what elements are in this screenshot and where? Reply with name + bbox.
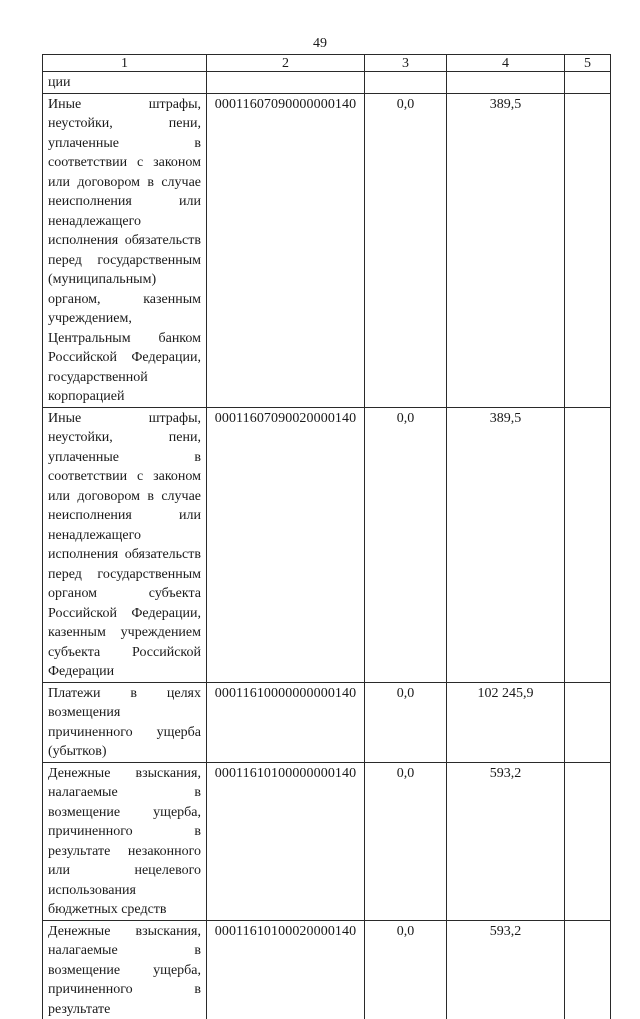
row-code: 00011610100020000140 bbox=[207, 920, 365, 1019]
row-col5 bbox=[565, 920, 611, 1019]
table-row bbox=[43, 682, 611, 762]
row-name-text: Денежные взыскания, налагаемые в возмещение ущерба, причиненного в результате bbox=[48, 923, 201, 1017]
row-col3: 0,0 bbox=[365, 920, 447, 1019]
row-col3: 0,0 bbox=[365, 682, 447, 762]
table-row bbox=[43, 920, 611, 1019]
row-code: 00011607090000000140 bbox=[207, 93, 365, 407]
column-header-2: 2 bbox=[207, 55, 365, 72]
row-col3: 0,0 bbox=[365, 407, 447, 682]
row-col4: 593,2 bbox=[447, 920, 565, 1019]
row-code: 00011610000000000140 bbox=[207, 682, 365, 762]
row-name-text: Платежи в целях возмещения причиненного ущерба (убытков) bbox=[48, 685, 201, 759]
row-col4: 593,2 bbox=[447, 762, 565, 920]
row-name-text: Иные штрафы, неустойки, пени, уплаченные в соответствии с законом или договором в случае неисполнения или ненадлежащего исполнения обязательств перед государственным (муниципальным) органом, казенным учреждением, Центральным банком Российской Федерации, государственной корпорацией bbox=[48, 96, 201, 404]
row-col5 bbox=[565, 682, 611, 762]
row-col3 bbox=[365, 72, 447, 94]
row-name bbox=[43, 762, 207, 920]
table-row bbox=[43, 762, 611, 920]
table-row bbox=[43, 407, 611, 682]
row-col5 bbox=[565, 407, 611, 682]
budget-revenue-table bbox=[42, 54, 611, 1019]
row-code: 00011607090020000140 bbox=[207, 407, 365, 682]
row-col4: 389,5 bbox=[447, 407, 565, 682]
row-code: 00011610100000000140 bbox=[207, 762, 365, 920]
table-row bbox=[43, 72, 611, 94]
row-code bbox=[207, 72, 365, 94]
row-name-text: ции bbox=[48, 75, 71, 90]
row-col5 bbox=[565, 93, 611, 407]
row-col3: 0,0 bbox=[365, 762, 447, 920]
row-name bbox=[43, 93, 207, 407]
column-header-3: 3 bbox=[365, 55, 447, 72]
row-name bbox=[43, 72, 207, 94]
column-header-5: 5 bbox=[565, 55, 611, 72]
column-header-4: 4 bbox=[447, 55, 565, 72]
row-col4: 389,5 bbox=[447, 93, 565, 407]
column-number-row bbox=[43, 55, 611, 72]
row-name bbox=[43, 407, 207, 682]
table-row bbox=[43, 93, 611, 407]
page-number: 49 bbox=[313, 36, 327, 51]
row-col5 bbox=[565, 762, 611, 920]
row-col4 bbox=[447, 72, 565, 94]
row-name bbox=[43, 920, 207, 1019]
row-name-text: Денежные взыскания, налагаемые в возмещение ущерба, причиненного в результате незаконного или нецелевого использования бюджетных средств bbox=[48, 765, 201, 917]
column-header-1: 1 bbox=[43, 55, 207, 72]
row-name bbox=[43, 682, 207, 762]
row-col4: 102 245,9 bbox=[447, 682, 565, 762]
row-col3: 0,0 bbox=[365, 93, 447, 407]
row-name-text: Иные штрафы, неустойки, пени, уплаченные в соответствии с законом или договором в случае неисполнения или ненадлежащего исполнения обязательств перед государственным органом субъекта Российской Федерации, казенным учреждением субъекта Российской Федерации bbox=[48, 410, 201, 679]
row-col5 bbox=[565, 72, 611, 94]
